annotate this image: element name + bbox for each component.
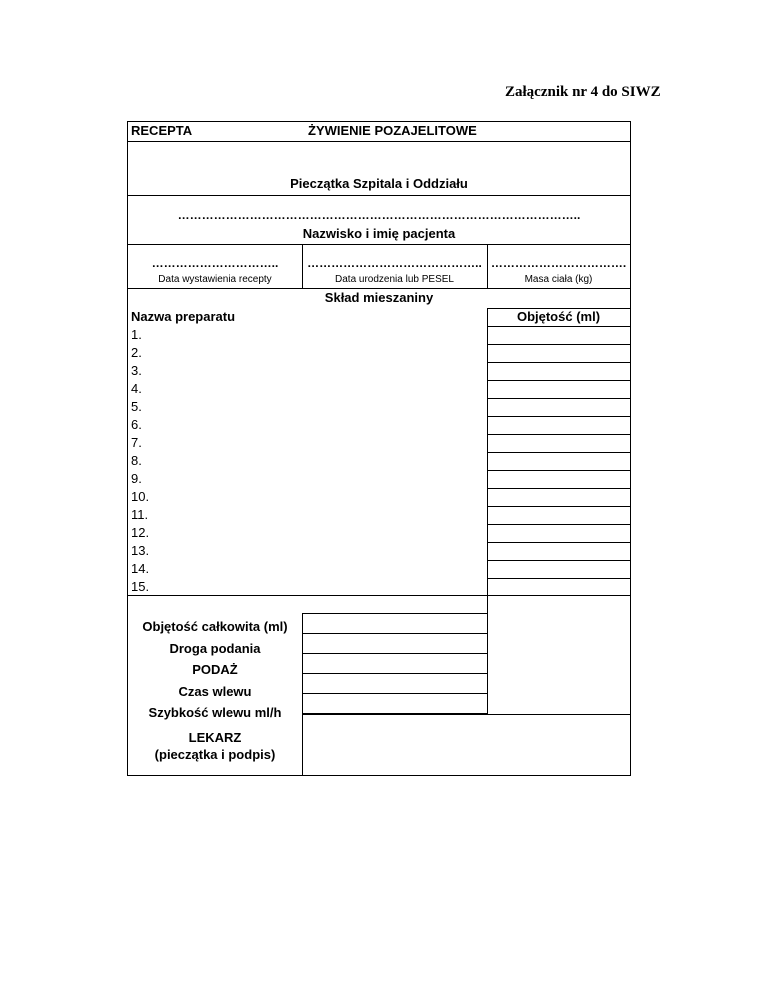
divider: [487, 595, 488, 715]
volume-cell[interactable]: [488, 507, 629, 524]
birth-date-label: Data urodzenia lub PESEL: [335, 274, 454, 285]
volume-cell[interactable]: [488, 381, 629, 398]
row-number: 15.: [131, 579, 150, 594]
total-volume-label: Objętość całkowita (ml): [142, 619, 288, 634]
row-number: 5.: [131, 399, 142, 414]
doctor-signature-field[interactable]: [303, 715, 629, 775]
volume-cell[interactable]: [488, 579, 629, 596]
issue-date-label: Data wystawienia recepty: [158, 274, 272, 285]
row-number: 3.: [131, 363, 142, 378]
doctor-label: LEKARZ: [188, 730, 242, 745]
volume-cell[interactable]: [488, 525, 629, 542]
volume-cell[interactable]: [488, 435, 629, 452]
row-number: 6.: [131, 417, 142, 432]
row-number: 7.: [131, 435, 142, 450]
volume-cell[interactable]: [488, 453, 629, 470]
row-number: 4.: [131, 381, 142, 396]
stamp-label: Pieczątka Szpitala i Oddziału: [290, 176, 468, 191]
route-field[interactable]: [302, 633, 488, 654]
row-number: 11.: [131, 507, 149, 522]
row-number: 10.: [131, 489, 150, 504]
infusion-time-field[interactable]: [302, 673, 488, 694]
volume-cell[interactable]: [488, 399, 629, 416]
volume-cell[interactable]: [488, 345, 629, 362]
supply-field[interactable]: [302, 653, 488, 674]
row-number: 12.: [131, 525, 150, 540]
total-volume-field[interactable]: [302, 613, 488, 634]
volume-cell[interactable]: [488, 471, 629, 488]
prescription-form: [127, 121, 631, 776]
route-label: Droga podania: [169, 641, 261, 656]
doctor-sublabel: (pieczątka i podpis): [154, 747, 276, 762]
row-number: 14.: [131, 561, 150, 576]
header-title: ŻYWIENIE POZAJELITOWE: [308, 123, 477, 138]
row-number: 9.: [131, 471, 142, 486]
divider: [128, 195, 630, 196]
volume-cell[interactable]: [488, 489, 629, 506]
divider: [128, 141, 630, 142]
volume-cell[interactable]: [488, 561, 629, 578]
volume-cell[interactable]: [488, 417, 629, 434]
birth-date-field[interactable]: ……………………………………..: [307, 256, 482, 270]
column-volume-header: Objętość (ml): [516, 309, 601, 324]
infusion-time-label: Czas wlewu: [178, 684, 252, 699]
row-number: 1.: [131, 327, 142, 342]
row-number: 13.: [131, 543, 150, 558]
volume-cell[interactable]: [488, 327, 629, 344]
divider: [128, 595, 630, 596]
infusion-rate-field[interactable]: [302, 693, 488, 714]
divider: [128, 288, 630, 289]
supply-label: PODAŻ: [192, 662, 238, 677]
row-number: 2.: [131, 345, 142, 360]
composition-title: Skład mieszaniny: [324, 290, 434, 305]
volume-cell[interactable]: [488, 543, 629, 560]
column-name-header: Nazwa preparatu: [131, 309, 236, 324]
divider: [128, 244, 630, 245]
infusion-rate-label: Szybkość wlewu ml/h: [148, 705, 282, 720]
volume-cell[interactable]: [488, 363, 629, 380]
header-recepta: RECEPTA: [131, 123, 193, 138]
annex-title: Załącznik nr 4 do SIWZ: [505, 84, 661, 100]
issue-date-field[interactable]: …………………………..: [151, 256, 279, 270]
row-number: 8.: [131, 453, 142, 468]
patient-name-label: Nazwisko i imię pacjenta: [302, 226, 456, 241]
body-mass-field[interactable]: …………………………….: [490, 256, 627, 270]
patient-name-field[interactable]: ………………………………………………………………………………………..: [177, 208, 581, 222]
body-mass-label: Masa ciała (kg): [524, 274, 593, 285]
